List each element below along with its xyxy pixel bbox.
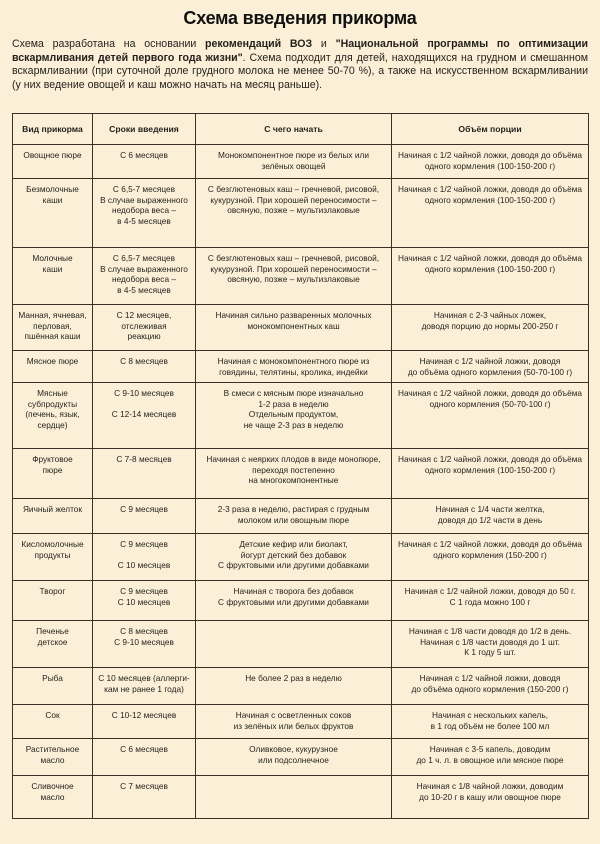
cell-line: в 4-5 месяцев bbox=[117, 215, 171, 226]
cell-line: реакцию bbox=[127, 331, 161, 342]
table-row bbox=[13, 449, 589, 499]
table-cell-portion bbox=[392, 739, 589, 776]
cell-line: Яичный желток bbox=[22, 504, 83, 514]
cell-line: Отдельным продуктом, bbox=[248, 409, 339, 420]
table-cell-timing bbox=[93, 383, 196, 449]
cell-line: одного кормления (100-150-200 г) bbox=[424, 194, 556, 205]
cell-line: детское bbox=[37, 636, 68, 647]
cell-line: С 7 месяцев bbox=[120, 781, 168, 791]
cell-line: Начиная с 1/2 чайной ложки, доводя до объёма bbox=[397, 454, 583, 464]
cell-line: С 6 месяцев bbox=[120, 150, 168, 160]
table-cell-portion bbox=[392, 449, 589, 499]
table-cell-type bbox=[13, 668, 93, 705]
cell-line: С фруктовыми или другими добавками bbox=[218, 596, 369, 607]
cell-line: Не более 2 раз в неделю bbox=[245, 673, 342, 683]
cell-line: Фруктовое bbox=[32, 454, 73, 464]
cell-line: овсяную, позже – мультизлаковые bbox=[227, 274, 360, 285]
table-row bbox=[13, 581, 589, 621]
table-cell-start bbox=[196, 383, 392, 449]
cell-line: до объёма одного кормления (50-70-100 г) bbox=[407, 366, 573, 377]
cell-line: С 7-8 месяцев bbox=[116, 454, 172, 464]
cell-line: С 10-12 месяцев bbox=[111, 710, 177, 720]
cell-line: Растительное bbox=[25, 744, 80, 754]
table-cell-timing bbox=[93, 305, 196, 351]
cell-line: молоком или овощным пюре bbox=[237, 514, 350, 525]
cell-line bbox=[95, 550, 193, 561]
cell-line: овсяную, позже – мультизлаковые bbox=[227, 205, 360, 216]
table-row bbox=[13, 305, 589, 351]
table-row bbox=[13, 145, 589, 179]
cell-line: йогурт детский без добавок bbox=[240, 549, 347, 560]
cell-line: С 8 месяцев bbox=[120, 626, 168, 636]
table-row bbox=[13, 534, 589, 581]
cell-line: Начиная с 1/2 чайной ложки, доводя до объёма bbox=[397, 388, 583, 398]
table-cell-start bbox=[196, 499, 392, 534]
table-cell-portion bbox=[392, 776, 589, 819]
table-row bbox=[13, 621, 589, 668]
cell-line: Безмолочные bbox=[26, 184, 79, 194]
cell-line: Рыба bbox=[42, 673, 63, 683]
cell-line: Монокомпонентное пюре из белых или bbox=[217, 150, 370, 160]
cell-line: масло bbox=[40, 791, 65, 802]
cell-line: до 1 ч. л. в овощное или мясное пюре bbox=[416, 754, 564, 765]
cell-line: кукурузной. При хорошей переносимости – bbox=[210, 194, 377, 205]
table-cell-type bbox=[13, 179, 93, 248]
table-cell-start bbox=[196, 534, 392, 581]
cell-line: одного кормления (50-70-100 г) bbox=[429, 398, 551, 409]
page-title: Схема введения прикорма bbox=[183, 8, 417, 28]
table-cell-portion bbox=[392, 705, 589, 739]
cell-line: С 9 месяцев bbox=[120, 539, 168, 549]
cell-line: Начиная с 1/4 части желтка, bbox=[435, 504, 545, 514]
table-cell-start bbox=[196, 668, 392, 705]
cell-line: доводя до 1/2 части в день bbox=[437, 514, 543, 525]
table-cell-portion bbox=[392, 351, 589, 383]
cell-line: одного кормления (100-150-200 г) bbox=[424, 263, 556, 274]
table-row bbox=[13, 383, 589, 449]
table-cell-type bbox=[13, 534, 93, 581]
cell-line: Начиная с монокомпонентного пюре из bbox=[217, 356, 370, 366]
cell-line: каши bbox=[42, 194, 63, 205]
cell-line: Сок bbox=[45, 710, 60, 720]
table-cell-timing bbox=[93, 179, 196, 248]
header-portion: Объём порции bbox=[392, 114, 589, 145]
cell-line: Начиная с осветленных соков bbox=[235, 710, 352, 720]
intro-text-2: и bbox=[312, 38, 336, 50]
cell-line: кукурузной. При хорошей переносимости – bbox=[210, 263, 377, 274]
table-cell-timing bbox=[93, 248, 196, 305]
cell-line: Начиная с 1/2 чайной ложки, доводя до объёма bbox=[397, 150, 583, 160]
cell-line: доводя порцию до нормы 200-250 г bbox=[421, 320, 559, 331]
header-timing: Сроки введения bbox=[93, 114, 196, 145]
cell-line: из зелёных или белых фруктов bbox=[233, 720, 354, 731]
cell-line: Овощное пюре bbox=[23, 150, 82, 160]
cell-line: Творог bbox=[39, 586, 66, 596]
cell-line: С 6,5-7 месяцев bbox=[112, 253, 176, 263]
table-row bbox=[13, 499, 589, 534]
cell-line: С 10 месяцев (аллерги- bbox=[98, 673, 190, 683]
table-cell-type bbox=[13, 383, 93, 449]
cell-line: С 9-10 месяцев bbox=[114, 636, 174, 647]
cell-line: Начиная с 2-3 чайных ложек, bbox=[433, 310, 547, 320]
cell-line: монокомпонентных каш bbox=[247, 320, 340, 331]
feeding-schedule-table bbox=[12, 113, 589, 819]
cell-line: Начиная с нескольких капель, bbox=[432, 710, 548, 720]
table-cell-timing bbox=[93, 449, 196, 499]
intro-text-1: Схема разработана на основании bbox=[12, 38, 206, 50]
cell-line: перловая, bbox=[33, 320, 72, 331]
table-cell-type bbox=[13, 739, 93, 776]
cell-line: 2-3 раза в неделю, растирая с грудным bbox=[217, 504, 370, 514]
table-cell-timing bbox=[93, 145, 196, 179]
cell-line: на многокомпонентные bbox=[248, 475, 339, 486]
cell-line: (печень, язык, bbox=[25, 409, 80, 420]
table-cell-start bbox=[196, 739, 392, 776]
table-cell-timing bbox=[93, 776, 196, 819]
cell-line: С 9 месяцев bbox=[120, 504, 168, 514]
table-cell-start bbox=[196, 248, 392, 305]
cell-line: Мясные bbox=[37, 388, 68, 398]
cell-line: сердце) bbox=[37, 419, 68, 430]
cell-line: до объёма одного кормления (150-200 г) bbox=[411, 683, 569, 694]
table-cell-start bbox=[196, 705, 392, 739]
cell-line: Начиная с 1/2 чайной ложки, доводя до 50 г. bbox=[404, 586, 576, 596]
table-cell-type bbox=[13, 351, 93, 383]
table-cell-start bbox=[196, 449, 392, 499]
table-cell-timing bbox=[93, 534, 196, 581]
table-cell-start bbox=[196, 305, 392, 351]
table-header-row bbox=[13, 114, 589, 145]
table-cell-type bbox=[13, 145, 93, 179]
cell-line: в 4-5 месяцев bbox=[117, 284, 171, 295]
cell-line: пшённая каши bbox=[24, 331, 81, 342]
table-cell-portion bbox=[392, 383, 589, 449]
table-cell-type bbox=[13, 705, 93, 739]
table-cell-timing bbox=[93, 351, 196, 383]
cell-line: С 12-14 месяцев bbox=[111, 409, 177, 420]
cell-line: одного кормления (100-150-200 г) bbox=[424, 464, 556, 475]
header-start: С чего начать bbox=[196, 114, 392, 145]
cell-line: Кисломолочные bbox=[21, 539, 84, 549]
cell-line: переходя постепенно bbox=[252, 464, 335, 475]
table-cell-portion bbox=[392, 581, 589, 621]
table-cell-start bbox=[196, 351, 392, 383]
cell-line bbox=[95, 399, 193, 410]
header-type: Вид прикорма bbox=[13, 114, 93, 145]
table-cell-type bbox=[13, 776, 93, 819]
table-cell-start bbox=[196, 179, 392, 248]
cell-line: Начиная с 1/2 чайной ложки, доводя до объёма bbox=[397, 184, 583, 194]
cell-line: Сливочное bbox=[31, 781, 74, 791]
cell-line: К 1 году 5 шт. bbox=[464, 647, 516, 658]
cell-line: до 10-20 г в кашу или овощное пюре bbox=[419, 791, 561, 802]
table-row bbox=[13, 739, 589, 776]
cell-line: масло bbox=[40, 754, 65, 765]
cell-line: субпродукты bbox=[27, 398, 78, 409]
table-cell-type bbox=[13, 499, 93, 534]
intro-bold-who: рекомендаций ВОЗ bbox=[205, 38, 313, 50]
cell-line: С 12 месяцев, bbox=[116, 310, 172, 320]
cell-line: кам не ранее 1 года) bbox=[104, 683, 184, 694]
table-cell-start bbox=[196, 581, 392, 621]
cell-line: Начиная сильно разваренных молочных bbox=[215, 310, 372, 320]
cell-line: одного кормления (100-150-200 г) bbox=[424, 160, 556, 171]
cell-line: Молочные bbox=[32, 253, 73, 263]
table-row bbox=[13, 705, 589, 739]
table-cell-timing bbox=[93, 705, 196, 739]
intro-text-3: . Схема подходит для детей, находящихся на грудном и смешанном вскармливании (при суточной доле грудного молока не менее 50-70 %), а также на искусственном вскармливании (у них ведение овощей и каш можно начать на месяц раньше). bbox=[12, 51, 588, 91]
table-cell-type bbox=[13, 248, 93, 305]
cell-line: Начиная с 1/2 чайной ложки, доводя до объёма bbox=[397, 539, 583, 549]
table-cell-portion bbox=[392, 499, 589, 534]
table-cell-type bbox=[13, 581, 93, 621]
cell-line: продукты bbox=[34, 549, 71, 560]
cell-line: недобора веса – bbox=[112, 274, 176, 285]
table-cell-type bbox=[13, 621, 93, 668]
cell-line: пюре bbox=[42, 464, 63, 475]
cell-line: недобора веса – bbox=[112, 205, 176, 216]
cell-line: В случае выраженного bbox=[100, 263, 188, 274]
cell-line: С фруктовыми или другими добавками bbox=[218, 560, 369, 571]
cell-line: 1-2 раза в неделю bbox=[258, 398, 329, 409]
intro-bold-program: "Национальной программы по оптимизации вскармливания детей первого года жизни" bbox=[12, 38, 588, 64]
cell-line: каши bbox=[42, 263, 63, 274]
table-cell-start bbox=[196, 776, 392, 819]
cell-line: Начиная с 1/8 части доводя до 1 шт. bbox=[420, 636, 560, 647]
cell-line: С безглютеновых каш – гречневой, рисовой, bbox=[207, 184, 380, 194]
table-cell-timing bbox=[93, 668, 196, 705]
cell-line: не чаще 2-3 раз в неделю bbox=[243, 419, 344, 430]
cell-line: отслеживая bbox=[121, 320, 167, 331]
cell-line: С 10 месяцев bbox=[117, 560, 171, 571]
table-cell-portion bbox=[392, 305, 589, 351]
table-row bbox=[13, 776, 589, 819]
cell-line: С 6,5-7 месяцев bbox=[112, 184, 176, 194]
cell-line: Начиная с 1/2 чайной ложки, доводя bbox=[419, 673, 561, 683]
cell-line: С 6 месяцев bbox=[120, 744, 168, 754]
table-cell-start bbox=[196, 145, 392, 179]
cell-line: или подсолнечное bbox=[258, 754, 329, 765]
table-body bbox=[13, 145, 589, 819]
table-row bbox=[13, 248, 589, 305]
cell-line: Начиная с 1/2 чайной ложки, доводя bbox=[419, 356, 561, 366]
table-cell-timing bbox=[93, 581, 196, 621]
cell-line: Оливковое, кукурузное bbox=[249, 744, 338, 754]
table-cell-portion bbox=[392, 248, 589, 305]
cell-line: С безглютеновых каш – гречневой, рисовой, bbox=[207, 253, 380, 263]
cell-line: Детские кефир или биолакт, bbox=[239, 539, 348, 549]
cell-line: Начиная с 1/8 части доводя до 1/2 в день. bbox=[408, 626, 572, 636]
cell-line: Манная, ячневая, bbox=[18, 310, 87, 320]
table-cell-portion bbox=[392, 179, 589, 248]
cell-line: Начиная с творога без добавок bbox=[233, 586, 354, 596]
cell-line: Печенье bbox=[36, 626, 69, 636]
cell-line: говядины, телятины, кролика, индейки bbox=[219, 366, 368, 377]
cell-line: С 10 месяцев bbox=[117, 596, 171, 607]
table-row bbox=[13, 668, 589, 705]
table-cell-type bbox=[13, 449, 93, 499]
cell-line: Начиная с 1/8 чайной ложки, доводим bbox=[416, 781, 564, 791]
table-cell-timing bbox=[93, 621, 196, 668]
cell-line: В случае выраженного bbox=[100, 194, 188, 205]
cell-line: одного кормления (150-200 г) bbox=[433, 549, 547, 560]
table-cell-portion bbox=[392, 621, 589, 668]
cell-line: Начиная с 3-5 капель, доводим bbox=[429, 744, 551, 754]
cell-line: Мясное пюре bbox=[26, 356, 79, 366]
table-cell-timing bbox=[93, 499, 196, 534]
cell-line: зелёных овощей bbox=[261, 160, 326, 171]
table-cell-portion bbox=[392, 668, 589, 705]
cell-line: С 9-10 месяцев bbox=[114, 388, 174, 398]
cell-line: В смеси с мясным пюре изначально bbox=[223, 388, 364, 398]
cell-line: Начиная с 1/2 чайной ложки, доводя до объёма bbox=[397, 253, 583, 263]
table-cell-portion bbox=[392, 534, 589, 581]
table-cell-portion bbox=[392, 145, 589, 179]
cell-line: Начиная с неярких плодов в виде монопюре, bbox=[206, 454, 381, 464]
intro-paragraph bbox=[12, 38, 588, 92]
cell-line: С 9 месяцев bbox=[120, 586, 168, 596]
cell-line: в 1 год объём не более 100 мл bbox=[430, 720, 550, 731]
cell-line: С 8 месяцев bbox=[120, 356, 168, 366]
table-row bbox=[13, 179, 589, 248]
table-cell-type bbox=[13, 305, 93, 351]
table-cell-timing bbox=[93, 739, 196, 776]
table-row bbox=[13, 351, 589, 383]
table-cell-start bbox=[196, 621, 392, 668]
cell-line: С 1 года можно 100 г bbox=[449, 596, 531, 607]
